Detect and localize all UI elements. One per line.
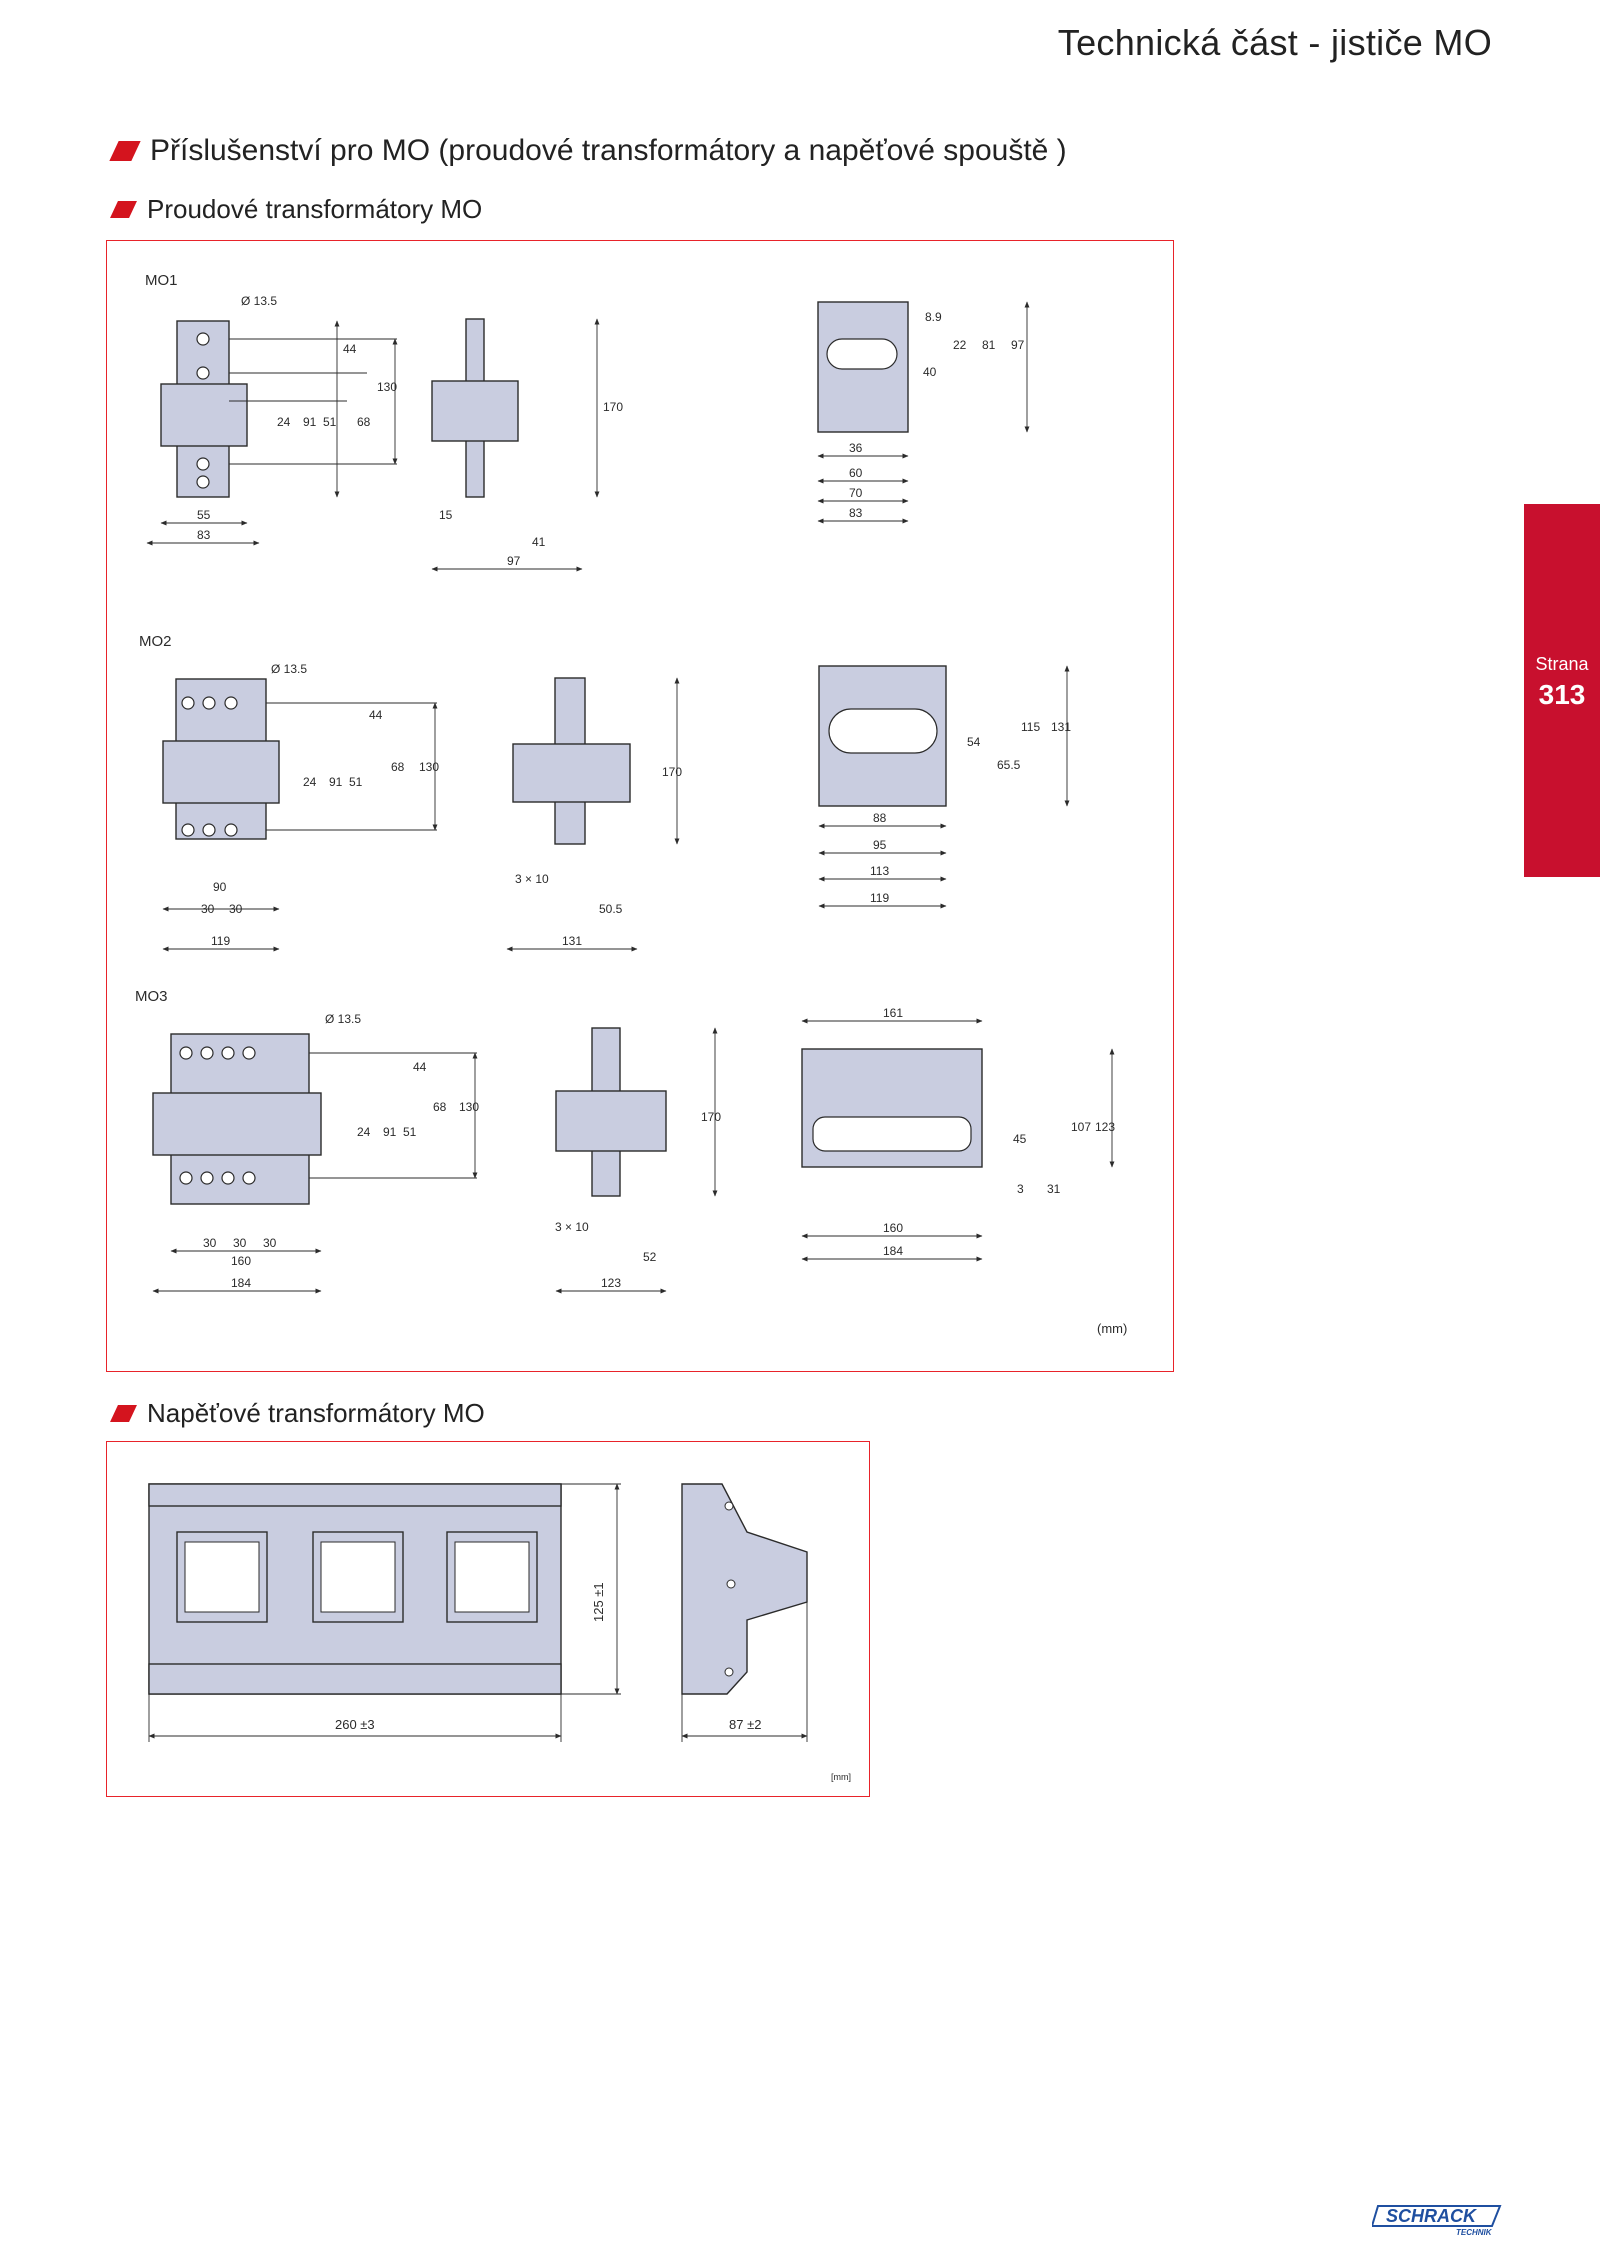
page-header-title: Technická část - jističe MO	[1057, 22, 1492, 63]
vt-side-body	[682, 1484, 807, 1694]
current-transformers-drawing	[107, 241, 1172, 1370]
vt-unit-label: [mm]	[831, 1772, 851, 1782]
mo3-side-3x10: 3 × 10	[555, 1220, 589, 1234]
mo1-end-81: 81	[982, 338, 996, 352]
mo3-side-52: 52	[643, 1250, 657, 1264]
mo3-dim-68: 68	[433, 1100, 447, 1114]
mo3-dim-91: 91	[383, 1125, 397, 1139]
mo3-dim-30a: 30	[203, 1236, 217, 1250]
section-bullet-icon	[109, 141, 140, 161]
mo1-dim-24: 24	[277, 415, 291, 429]
mo2-dim-119: 119	[211, 934, 231, 948]
mo1-end-22: 22	[953, 338, 967, 352]
mo1-side-15: 15	[439, 508, 453, 522]
mo2-dim-68: 68	[391, 760, 405, 774]
subsection-bullet-icon	[110, 201, 137, 218]
current-transformers-figure	[106, 240, 1174, 1372]
mo3-end-31: 31	[1047, 1182, 1061, 1196]
mo2-dim-51: 51	[349, 775, 363, 789]
mo1-dim-44: 44	[343, 342, 357, 356]
mo1-dim-83: 83	[197, 528, 211, 542]
mo3-end-160: 160	[883, 1221, 904, 1235]
mo1-body	[161, 384, 247, 446]
vt-dim-depth: 87 ±2	[729, 1717, 762, 1732]
mo3-dim-184: 184	[231, 1276, 252, 1290]
mo3-side-body	[556, 1091, 666, 1151]
section-title	[114, 134, 1067, 168]
mo2-side-3x10: 3 × 10	[515, 872, 549, 886]
mo1-side-170: 170	[603, 400, 624, 414]
mo1-end-40: 40	[923, 365, 937, 379]
mo3-body	[153, 1093, 321, 1155]
mo3-dim-130: 130	[459, 1100, 480, 1114]
mo2-dim-130: 130	[419, 760, 440, 774]
mo2-end-65.5: 65.5	[997, 758, 1021, 772]
mo2-end-131: 131	[1051, 720, 1072, 734]
logo-text: SCHRACK	[1386, 2206, 1476, 2226]
voltage-transformers-figure	[106, 1441, 870, 1797]
mo3-hole: Ø 13.5	[325, 1012, 362, 1026]
mo1-dim-91: 91	[303, 415, 317, 429]
mo3-dim-24: 24	[357, 1125, 371, 1139]
current-unit-label: (mm)	[1097, 1321, 1128, 1336]
mo2-end-113: 113	[870, 864, 890, 878]
mo2-dim-24: 24	[303, 775, 317, 789]
mo1-hole: Ø 13.5	[241, 294, 278, 308]
current-transformers-title	[114, 194, 482, 225]
mo2-end-95: 95	[873, 838, 887, 852]
mo1-side-97: 97	[507, 554, 521, 568]
mo1-label: MO1	[145, 272, 178, 289]
mo1-side-body	[432, 381, 518, 441]
mo2-side-body	[513, 744, 630, 802]
mo1-side-41: 41	[532, 535, 546, 549]
mo2-side-50.5: 50.5	[599, 902, 623, 916]
mo1-end-60: 60	[849, 466, 863, 480]
logo-subtext: TECHNIK	[1456, 2228, 1492, 2237]
current-transformers-title-text: Proudové transformátory MO	[147, 194, 483, 224]
mo3-end-107: 107	[1071, 1120, 1092, 1134]
mo2-body	[163, 741, 279, 803]
schrack-logo	[1372, 2200, 1508, 2245]
mo3-label: MO3	[135, 988, 168, 1005]
mo1-dim-130: 130	[377, 380, 398, 394]
mo3-dim-44: 44	[413, 1060, 427, 1074]
mo3-dim-30c: 30	[263, 1236, 277, 1250]
vt-dim-width: 260 ±3	[335, 1717, 375, 1732]
mo2-dim-30a: 30	[201, 902, 215, 916]
page-number: 313	[1538, 679, 1586, 710]
voltage-transformers-title-text: Napěťové transformátory MO	[147, 1398, 485, 1428]
mo2-dim-91: 91	[329, 775, 343, 789]
subsection-bullet-icon	[110, 1405, 137, 1422]
mo3-end-45: 45	[1013, 1132, 1027, 1146]
voltage-transformers-title	[114, 1398, 485, 1429]
vt-dim-height: 125 ±1	[591, 1582, 606, 1622]
mo1-end-83: 83	[849, 506, 863, 520]
mo3-end-3: 3	[1017, 1182, 1024, 1196]
mo2-hole: Ø 13.5	[271, 662, 308, 676]
mo1-dim-68: 68	[357, 415, 371, 429]
mo3-dim-51: 51	[403, 1125, 417, 1139]
mo2-side-170: 170	[662, 765, 683, 779]
voltage-transformers-drawing	[107, 1442, 868, 1795]
mo2-end-119: 119	[870, 891, 890, 905]
mo1-end-8.9: 8.9	[925, 310, 942, 324]
mo2-end-54: 54	[967, 735, 981, 749]
mo3-dim-30b: 30	[233, 1236, 247, 1250]
mo3-side-170: 170	[701, 1110, 722, 1124]
mo3-side-123: 123	[601, 1276, 622, 1290]
mo3-end-184: 184	[883, 1244, 904, 1258]
mo2-label: MO2	[139, 633, 172, 650]
mo3-end-123: 123	[1095, 1120, 1116, 1134]
section-title-text: Příslušenství pro MO (proudové transformátory a napěťové spouště )	[150, 134, 1067, 167]
mo2-side-131: 131	[562, 934, 583, 948]
mo3-end-161: 161	[883, 1006, 904, 1020]
mo2-dim-90: 90	[213, 880, 227, 894]
mo1-end-36: 36	[849, 441, 863, 455]
page-tab-label: Strana	[1535, 654, 1589, 674]
mo3-dim-160: 160	[231, 1254, 252, 1268]
mo1-end-97: 97	[1011, 338, 1025, 352]
page-tab	[1524, 504, 1600, 877]
mo2-dim-30b: 30	[229, 902, 243, 916]
mo2-end-88: 88	[873, 811, 887, 825]
mo2-end-115: 115	[1021, 720, 1041, 734]
mo1-dim-55: 55	[197, 508, 211, 522]
mo2-dim-44: 44	[369, 708, 383, 722]
mo1-end-70: 70	[849, 486, 863, 500]
mo1-dim-51: 51	[323, 415, 337, 429]
